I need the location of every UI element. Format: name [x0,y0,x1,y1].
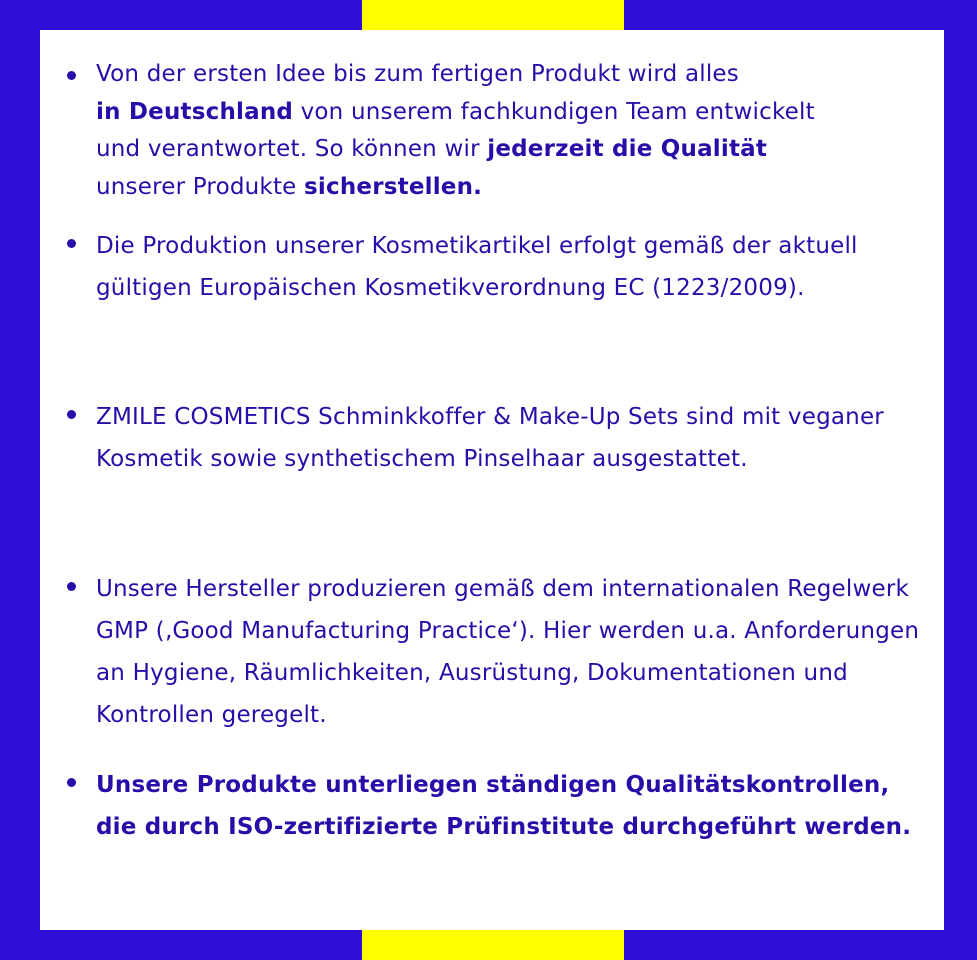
bullet-dot-icon [67,71,76,80]
top-yellow-accent [362,0,624,30]
bullet-text: Unsere Produkte unterliegen ständigen Qualitätskontrollen, die durch ISO-zertifizierte Prüfinstitute durchgeführt werden. [96,772,912,840]
bullet-dot-icon [67,582,76,591]
bullet-text [96,56,936,206]
bullet-text-bold: jederzeit die Qualität [487,136,768,162]
bottom-yellow-accent [362,930,624,960]
bullet-dot-icon [67,778,76,787]
bullet-text-bold: sicherstellen. [304,173,483,200]
bullet-text: ZMILE COSMETICS Schminkkoffer & Make-Up Sets sind mit veganer Kosmetik sowie synthetischem Pinselhaar ausgestattet. [96,404,884,472]
bullet-dot-icon [67,239,76,248]
bullet-list [40,30,944,930]
bullet-text-part: und verantwortet. So können wir [96,136,488,162]
bullet-text: Unsere Hersteller produzieren gemäß dem internationalen Regelwerk GMP (‚Good Manufacturing Practice‘). Hier werden u.a. Anforderungen an Hygiene, Räumlichkeiten, Ausrüstung, Dokumentationen und Kontrollen geregelt. [96,576,920,728]
bullet-text-bold: in Deutschland [96,98,294,125]
content-panel [40,30,944,930]
bullet-text-part: von unserem fachkundigen Team entwickelt [293,98,815,125]
bullet-text-part: Von der ersten Idee bis zum fertigen Produkt wird alles [96,61,739,87]
bullet-dot-icon [67,410,76,419]
bullet-text: Die Produktion unserer Kosmetikartikel erfolgt gemäß der aktuell gültigen Europäischen Kosmetikverordnung EC (1223/2009). [96,233,858,301]
bullet-text-part: unserer Produkte [96,173,305,200]
